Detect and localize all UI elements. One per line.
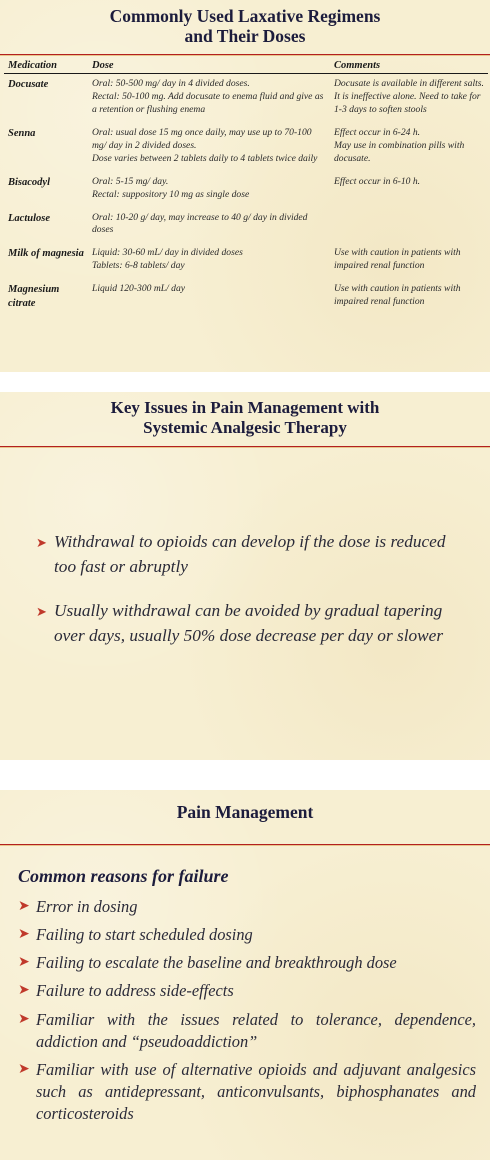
arrow-bullet-icon: ➤ <box>18 955 30 971</box>
bullet-text: Usually withdrawal can be avoided by gradual tapering over days, usually 50% dose decrease per day or slower <box>54 601 444 645</box>
dose-cell <box>88 74 330 123</box>
header-comments: Comments <box>330 58 488 74</box>
table-row <box>4 123 488 172</box>
arrow-bullet-icon: ➤ <box>18 927 30 943</box>
dose-cell <box>88 243 330 279</box>
list-item <box>18 1009 476 1053</box>
bullet-text: Withdrawal to opioids can develop if the dose is reduced too fast or abruptly <box>54 532 446 576</box>
bullet-text: Failure to address side-effects <box>36 981 234 1001</box>
dose-line: Oral: 50-500 mg/ day in 4 divided doses. <box>92 78 250 89</box>
dose-line: Dose varies between 2 tablets daily to 4 tablets twice daily <box>92 152 318 164</box>
pain-management-slide <box>0 790 490 1160</box>
arrow-bullet-icon: ➤ <box>18 1061 30 1077</box>
arrow-bullet-icon: ➤ <box>36 535 47 550</box>
table-row <box>4 279 488 317</box>
table-row <box>4 243 488 279</box>
key-issues-slide <box>0 392 490 760</box>
bullet-text: Familiar with the issues related to tolerance, dependence, addiction and “pseudoaddiction” <box>36 1009 476 1051</box>
list-item <box>36 599 466 648</box>
medication-cell: Milk of magnesia <box>8 248 84 260</box>
bullet-text: Familiar with use of alternative opioids and adjuvant analgesics such as antidepressant, anticonvulsants, biphosphanates and corticosteroids <box>36 1059 476 1124</box>
comment-line: Effect occur in 6-24 h. <box>334 126 421 138</box>
dose-line: Liquid: 30-60 mL/ day in divided doses <box>92 247 243 259</box>
bullet-list <box>18 896 476 1131</box>
bullet-text: Failing to escalate the baseline and breakthrough dose <box>36 953 397 973</box>
table-body <box>4 74 488 318</box>
medication-cell: Senna <box>8 127 36 139</box>
list-item <box>18 952 476 974</box>
comments-cell <box>330 123 488 172</box>
title-line-2: and Their Doses <box>184 26 306 47</box>
list-item <box>18 1059 476 1125</box>
comment-line: May use in combination pills with docusate. <box>334 139 465 164</box>
laxative-slide <box>0 0 490 372</box>
bullet-text: Failing to start scheduled dosing <box>36 925 253 945</box>
dose-line: Oral: 5-15 mg/ day. <box>92 175 169 187</box>
list-item <box>36 530 466 579</box>
table-row <box>4 172 488 208</box>
list-item <box>18 896 476 918</box>
arrow-bullet-icon: ➤ <box>18 983 30 999</box>
title-line-1: Key Issues in Pain Management with <box>110 398 380 417</box>
bullet-list <box>36 530 466 668</box>
dose-cell <box>88 172 330 208</box>
arrow-bullet-icon: ➤ <box>36 604 47 620</box>
dose-line: Oral: usual dose 15 mg once daily, may use up to 70-100 mg/ day in 2 divided doses. <box>92 126 312 151</box>
title-line-1: Commonly Used Laxative Regimens <box>109 6 381 26</box>
header-medication: Medication <box>4 58 88 74</box>
arrow-bullet-icon: ➤ <box>18 1011 30 1027</box>
comments-cell <box>330 172 488 208</box>
title-divider <box>0 54 490 56</box>
table-row <box>4 74 488 123</box>
dose-line: Rectal: 50-100 mg. Add docusate to enema fluid and give as a retention or flushing enema <box>92 90 324 115</box>
medication-cell: Lactulose <box>8 212 50 224</box>
comments-cell <box>330 279 488 317</box>
title-divider <box>0 844 490 846</box>
dose-cell <box>88 208 330 244</box>
title-line-2: Systemic Analgesic Therapy <box>143 417 347 437</box>
dose-line: Rectal: suppository 10 mg as single dose <box>92 188 250 200</box>
dose-line: Oral: 10-20 g/ day, may increase to 40 g/ day in divided doses <box>92 211 308 236</box>
title-divider <box>0 446 490 448</box>
dose-cell <box>88 279 330 317</box>
comment-line: Effect occur in 6-10 h. <box>334 175 421 187</box>
list-item <box>18 924 476 946</box>
table-header-row <box>4 58 488 74</box>
slide-title <box>0 6 490 46</box>
header-dose: Dose <box>88 58 330 74</box>
comments-cell <box>330 74 488 123</box>
slide-title <box>0 398 490 437</box>
bullet-text: Error in dosing <box>36 897 138 916</box>
dose-line: Liquid 120-300 mL/ day <box>92 283 186 295</box>
comments-cell <box>330 243 488 279</box>
table-row <box>4 208 488 244</box>
arrow-bullet-icon: ➤ <box>18 899 30 914</box>
comments-cell <box>330 208 488 244</box>
list-item <box>18 980 476 1002</box>
subheading: Common reasons for failure <box>18 866 229 886</box>
comment-line: Use with caution in patients with impaired renal function <box>334 283 461 308</box>
comment-line: Docusate is available in different salts. It is ineffective alone. Need to take for 1-3 days to soften stools <box>334 78 484 115</box>
dose-cell <box>88 123 330 172</box>
medication-cell: Magnesium citrate <box>8 284 60 310</box>
slide-title: Pain Management <box>176 802 314 822</box>
comment-line: Use with caution in patients with impaired renal function <box>334 247 461 272</box>
dose-line: Tablets: 6-8 tablets/ day <box>92 260 185 272</box>
medication-cell: Bisacodyl <box>8 176 50 188</box>
medication-cell: Docusate <box>8 79 49 90</box>
laxative-table <box>4 58 488 318</box>
